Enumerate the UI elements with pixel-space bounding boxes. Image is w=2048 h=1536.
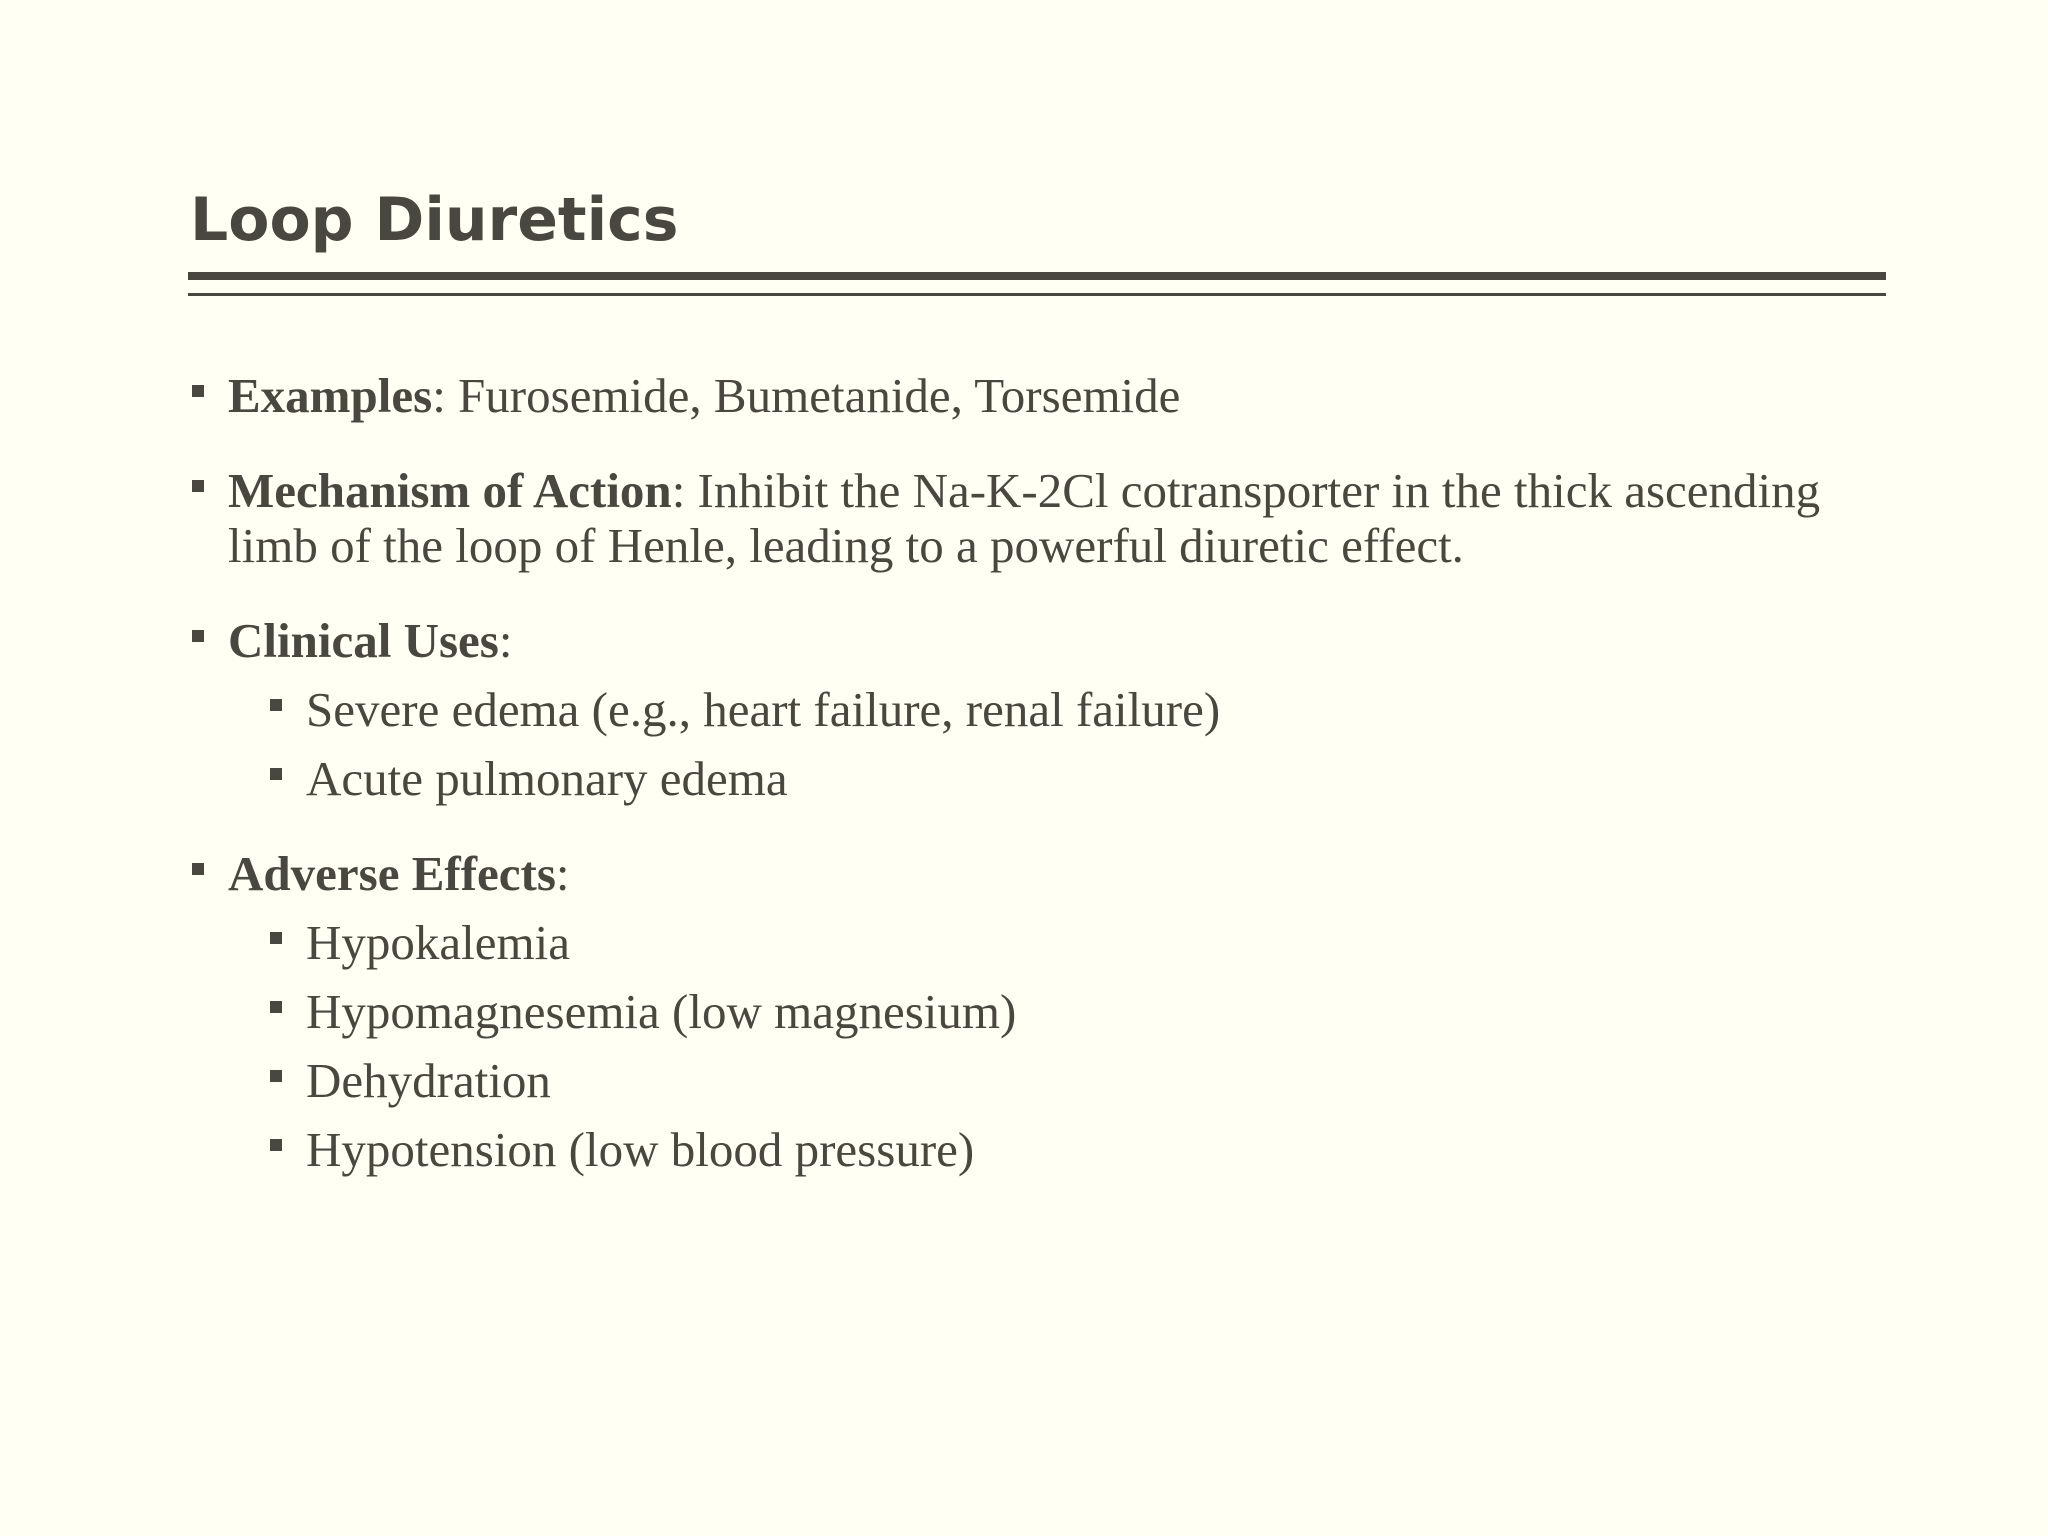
- bullet-clinical-uses: [190, 613, 1890, 806]
- sub-bullet: Hypotension (low blood pressure): [268, 1122, 1890, 1177]
- bullet-text: : Inhibit the Na-K-2Cl cotransporter in the thick ascending limb of the loop of Henle, leading to a powerful diuretic effect.: [228, 463, 1821, 573]
- bullet-examples: [190, 368, 1890, 423]
- bullet-adverse-effects: [190, 846, 1890, 1177]
- bullet-term: Examples: [228, 368, 433, 423]
- sub-bullet: Hypokalemia: [268, 915, 1890, 970]
- sub-bullet-list: [268, 915, 1890, 1177]
- title-rule-thin: [188, 293, 1886, 296]
- bullet-text: :: [555, 846, 570, 901]
- sub-bullet: Dehydration: [268, 1053, 1890, 1108]
- sub-bullet-list: [268, 682, 1890, 806]
- bullet-term: Adverse Effects: [228, 846, 556, 901]
- slide-content: [190, 368, 1890, 1217]
- sub-bullet: Acute pulmonary edema: [268, 751, 1890, 806]
- title-rule-thick: [188, 272, 1886, 280]
- bullet-mechanism: [190, 463, 1890, 573]
- slide-title: Loop Diuretics: [190, 185, 679, 255]
- sub-bullet: Severe edema (e.g., heart failure, renal failure): [268, 682, 1890, 737]
- bullet-text: :: [498, 613, 513, 668]
- bullet-text: : Furosemide, Bumetanide, Torsemide: [432, 368, 1181, 423]
- sub-bullet: Hypomagnesemia (low magnesium): [268, 984, 1890, 1039]
- bullet-list: [190, 368, 1890, 1177]
- bullet-term: Clinical Uses: [228, 613, 499, 668]
- bullet-term: Mechanism of Action: [228, 463, 672, 518]
